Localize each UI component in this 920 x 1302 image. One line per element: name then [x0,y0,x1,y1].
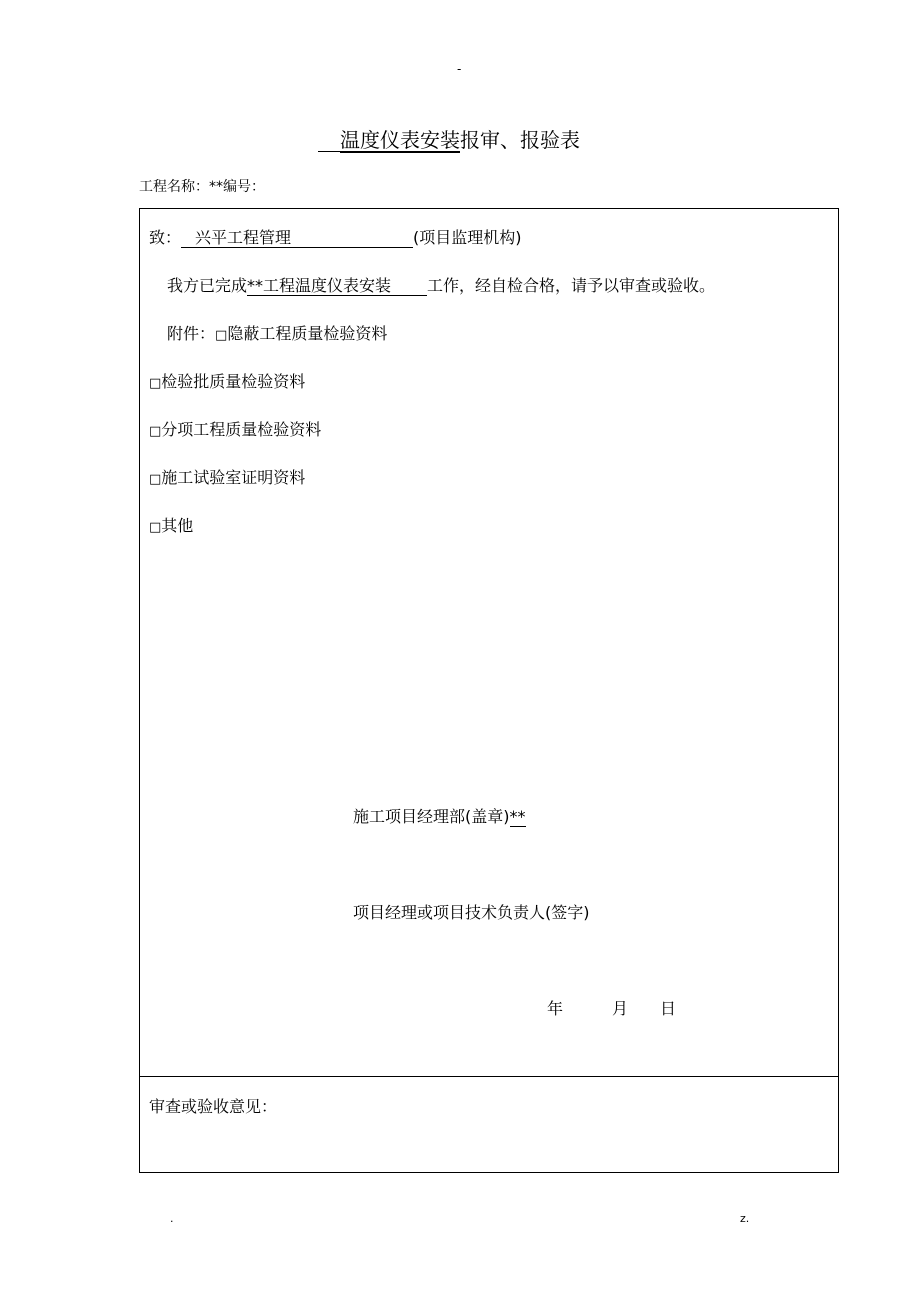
attachment-item [149,513,193,536]
checkbox-icon[interactable]: □ [215,328,228,343]
to-blank-trail [291,228,413,248]
form-box [139,208,839,1173]
attachment-item [167,321,387,344]
attachment-item [149,369,305,392]
attachment-item-label: 隐蔽工程质量检验资料 [227,324,388,343]
checkbox-icon[interactable]: □ [149,376,162,391]
project-meta-line: 工程名称：**编号： [139,179,265,195]
to-prefix: 致： [149,228,182,247]
statement-work: **工程温度仪表安装 [247,276,392,295]
date-year: 年 [547,999,564,1018]
to-suffix: (项目监理机构) [413,228,522,247]
checkbox-icon[interactable]: □ [149,520,162,535]
attachments-label: 附件： [167,324,216,343]
title-underlined-part: 温度仪表安装 [340,128,460,152]
footer-right-mark: z. [740,1212,750,1225]
to-recipient: 兴平工程管理 [195,228,292,247]
statement-prefix: 我方已完成 [167,276,248,295]
title-leading-line [318,131,340,152]
to-line [149,225,522,248]
attachment-item-label: 施工试验室证明资料 [161,468,306,487]
contractor-dept-label: 施工项目经理部(盖章) [353,807,510,826]
header-mark: - [457,62,462,76]
attachment-item [149,417,321,440]
statement-blank [391,276,427,296]
form-title [318,124,580,153]
contractor-dept-line [353,804,526,827]
signer-line: 项目经理或项目技术负责人(签字) [353,903,590,922]
footer-left-mark: . [170,1212,174,1225]
attachment-item-label: 分项工程质量检验资料 [161,420,322,439]
title-rest: 报审、报验表 [460,128,580,152]
attachment-item-label: 其他 [161,516,194,535]
section-divider [140,1076,838,1077]
to-blank-lead [181,228,195,248]
contractor-dept-value: ** [509,807,526,826]
review-label: 审查或验收意见： [149,1097,278,1116]
statement-line [167,273,715,296]
date-day: 日 [660,999,677,1018]
attachment-item-label: 检验批质量检验资料 [161,372,306,391]
attachment-item [149,465,305,488]
checkbox-icon[interactable]: □ [149,472,162,487]
checkbox-icon[interactable]: □ [149,424,162,439]
statement-suffix: 工作，经自检合格，请予以审查或验收。 [427,276,716,295]
date-month: 月 [612,999,629,1018]
